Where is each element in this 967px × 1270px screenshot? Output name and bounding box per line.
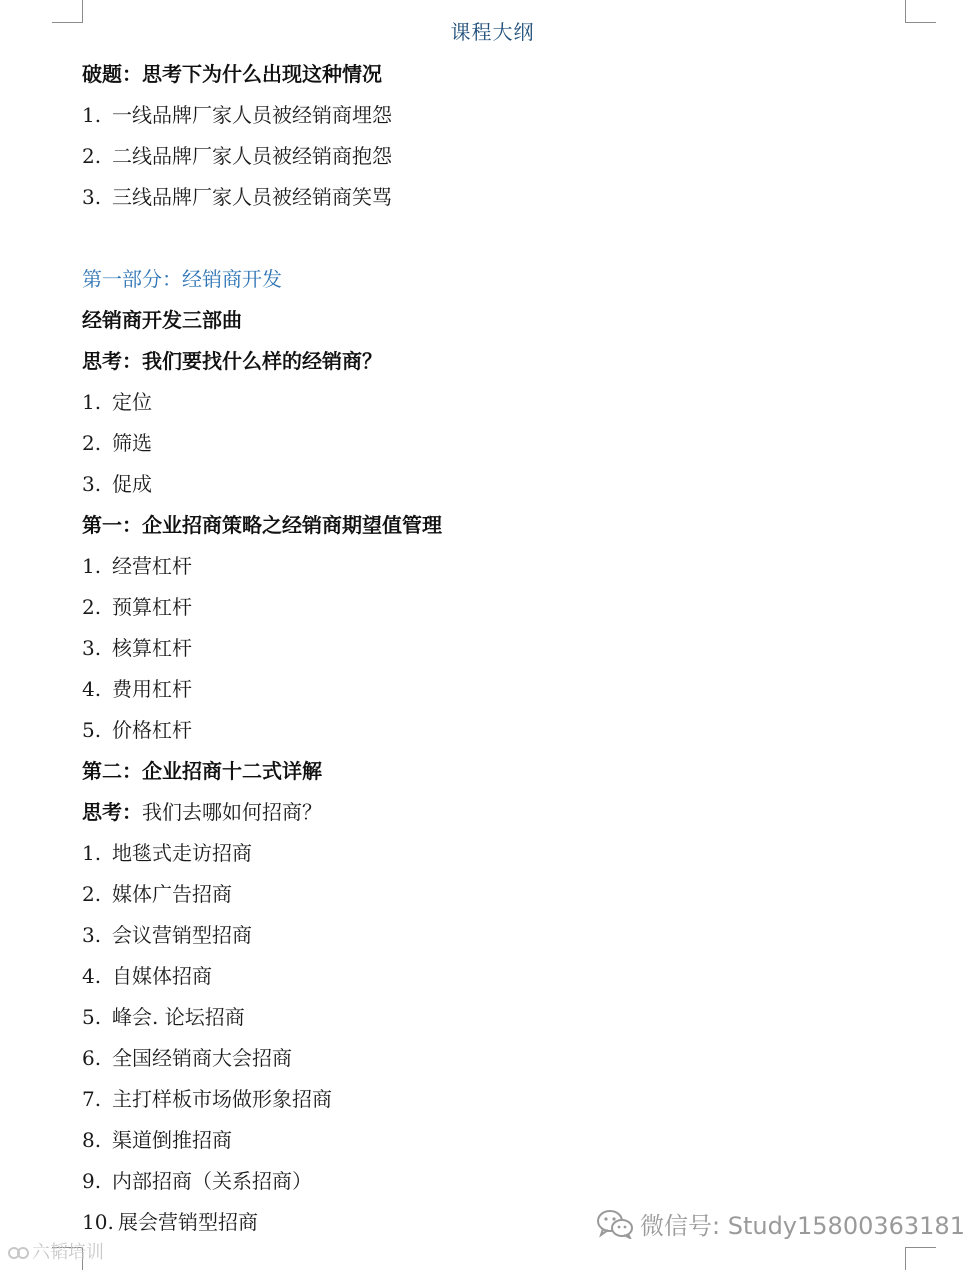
- list-item-text: 渠道倒推招商: [112, 1128, 232, 1152]
- list-item-number: 6.: [82, 1046, 102, 1070]
- list-item-number: 1.: [82, 841, 102, 865]
- list-item: [82, 634, 192, 662]
- list-item-number: 3.: [82, 472, 102, 496]
- section-one-heading: 第一：企业招商策略之经销商期望值管理: [82, 513, 442, 537]
- list-item-text: 二线品牌厂家人员被经销商抱怨: [112, 144, 392, 168]
- list-item-number: 1.: [82, 103, 102, 127]
- list-item-number: 3.: [82, 636, 102, 660]
- list-item-number: 8.: [82, 1128, 102, 1152]
- list-item-text: 峰会. 论坛招商: [112, 1005, 245, 1029]
- list-item: [82, 675, 192, 703]
- list-item-text: 核算杠杆: [112, 636, 192, 660]
- list-item-text: 会议营销型招商: [112, 923, 252, 947]
- list-item-text: 预算杠杆: [112, 595, 192, 619]
- list-item-number: 2.: [82, 882, 102, 906]
- list-item-number: 2.: [82, 595, 102, 619]
- list-item-text: 全国经销商大会招商: [112, 1046, 292, 1070]
- list-item-number: 1.: [82, 554, 102, 578]
- list-item: [82, 839, 252, 867]
- wechat-icon: [596, 1209, 634, 1239]
- list-item: [82, 962, 212, 990]
- list-item-text: 三线品牌厂家人员被经销商笑骂: [112, 185, 392, 209]
- list-item: [82, 1003, 245, 1031]
- list-item: [82, 1044, 292, 1072]
- list-item: [82, 388, 152, 416]
- list-item-number: 10.: [82, 1210, 114, 1234]
- list-item-text: 促成: [112, 472, 152, 496]
- list-item-number: 5.: [82, 718, 102, 742]
- list-item: [82, 101, 392, 129]
- question-text: 我们去哪如何招商？: [142, 800, 322, 824]
- part-one-question: 思考：我们要找什么样的经销商？: [82, 349, 382, 373]
- list-item: [82, 921, 252, 949]
- list-item-text: 费用杠杆: [112, 677, 192, 701]
- list-item-number: 1.: [82, 390, 102, 414]
- question-label: 思考：: [82, 800, 142, 824]
- list-item-number: 3.: [82, 185, 102, 209]
- list-item-number: 9.: [82, 1169, 102, 1193]
- document-title: 课程大纲: [450, 20, 535, 44]
- list-item: [82, 142, 392, 170]
- part-one-subtitle: 经销商开发三部曲: [82, 308, 242, 332]
- brand-watermark-text: 六韬培训: [32, 1242, 104, 1263]
- list-item-number: 7.: [82, 1087, 102, 1111]
- list-item: [82, 716, 192, 744]
- section-two-question: [82, 798, 322, 826]
- list-item-text: 内部招商（关系招商）: [112, 1169, 312, 1193]
- list-item: [82, 552, 192, 580]
- list-item: [82, 470, 152, 498]
- section-two-heading: 第二：企业招商十二式详解: [82, 759, 322, 783]
- list-item: [82, 1167, 312, 1195]
- list-item-text: 价格杠杆: [112, 718, 192, 742]
- list-item-number: 2.: [82, 144, 102, 168]
- brand-logo-icon: [8, 1245, 30, 1261]
- list-item-text: 媒体广告招商: [112, 882, 232, 906]
- list-item: [82, 1208, 258, 1236]
- list-item: [82, 183, 392, 211]
- list-item: [82, 1126, 232, 1154]
- list-item: [82, 880, 232, 908]
- list-item-number: 3.: [82, 923, 102, 947]
- wechat-watermark-text: 微信号: Study15800363181: [640, 1212, 965, 1240]
- list-item-number: 4.: [82, 677, 102, 701]
- intro-heading: 破题：思考下为什么出现这种情况: [82, 62, 382, 86]
- list-item: [82, 429, 152, 457]
- list-item-number: 5.: [82, 1005, 102, 1029]
- wechat-watermark: [596, 1206, 965, 1241]
- list-item-text: 主打样板市场做形象招商: [112, 1087, 332, 1111]
- list-item-text: 筛选: [112, 431, 152, 455]
- list-item-text: 定位: [112, 390, 152, 414]
- list-item-number: 4.: [82, 964, 102, 988]
- list-item: [82, 593, 192, 621]
- list-item: [82, 1085, 332, 1113]
- list-item-text: 一线品牌厂家人员被经销商埋怨: [112, 103, 392, 127]
- list-item-text: 地毯式走访招商: [112, 841, 252, 865]
- page-corner-bottom-right: [905, 1247, 936, 1270]
- list-item-text: 展会营销型招商: [118, 1210, 258, 1234]
- brand-watermark: [8, 1238, 104, 1264]
- list-item-number: 2.: [82, 431, 102, 455]
- part-one-title: 第一部分：经销商开发: [82, 267, 282, 291]
- list-item-text: 自媒体招商: [112, 964, 212, 988]
- list-item-text: 经营杠杆: [112, 554, 192, 578]
